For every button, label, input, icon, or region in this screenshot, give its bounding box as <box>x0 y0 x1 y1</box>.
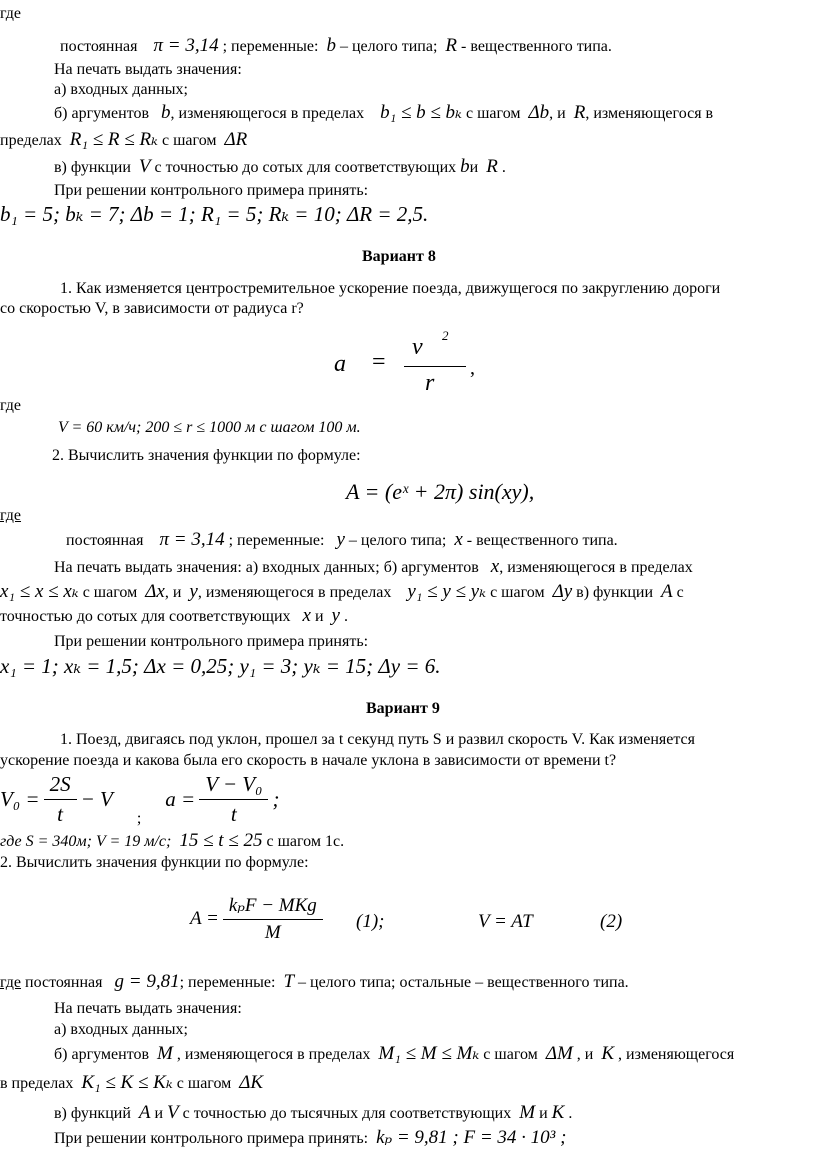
v8-constants-line <box>66 530 618 551</box>
v8-formula-bar <box>404 366 466 367</box>
item-b2-step: с шагом <box>162 132 217 149</box>
v9-item-b-dstep: ΔM <box>545 1043 573 1064</box>
control-values-text: b₁ = 5; bₖ = 7; Δb = 1; R₁ = 5; Rₖ = 10; ΔR = 2,5. <box>0 202 429 226</box>
item-b2-dstep: ΔR <box>224 129 248 150</box>
v9-control-values: kₚ = 9,81 ; F = 34 · 10³ ; <box>376 1127 567 1148</box>
v9-item-v-end: . <box>568 1105 573 1122</box>
v9-formula3 <box>190 894 323 954</box>
item-v-label: в) функции <box>54 159 131 176</box>
v9-where: где <box>0 974 22 991</box>
v9-item-b-range: M₁ ≤ M ≤ Mₖ <box>378 1043 480 1064</box>
v9-params-pre: где S = 340м; V = 19 м/с; <box>0 833 172 850</box>
constants-line <box>60 36 612 57</box>
const-expr: π = 3,14 <box>153 35 219 56</box>
v9-item-v-fn1: A <box>138 1102 151 1123</box>
item-b-and: , и <box>549 105 566 122</box>
v8-control-values-text: x₁ = 1; xₖ = 1,5; Δx = 0,25; y₁ = 3; yₖ = 15; Δy = 6. <box>0 654 441 678</box>
v8-const-expr: π = 3,14 <box>159 529 225 550</box>
v9-item-b2-line <box>0 1073 263 1094</box>
v8-print-line3 <box>0 606 348 627</box>
v9-item-b-mid: , изменяющегося в пределах <box>176 1046 371 1063</box>
v9-f1-semi: ; <box>136 810 142 828</box>
v9-f1-num: 2S <box>44 772 77 800</box>
v9-f3-frac <box>223 894 323 944</box>
v9-control-line <box>54 1128 566 1149</box>
v8-var1: y <box>336 529 345 550</box>
item-b-step: с шагом <box>466 105 521 122</box>
item-b-line <box>54 103 713 124</box>
v8-print-l3-end: . <box>343 608 348 625</box>
v9-f4-text: V = AT <box>478 911 533 932</box>
control-title: При решении контрольного примера принять: <box>54 182 369 199</box>
v8-control-title: При решении контрольного примера принять: <box>54 633 369 650</box>
v9-f2-den: t <box>230 802 237 826</box>
v8-task1-line2: со скоростью V, в зависимости от радиуса r? <box>0 300 304 317</box>
v8-print-tail: , изменяющегося в пределах <box>499 559 693 576</box>
v8-print-line2 <box>0 582 684 603</box>
v8-const-label: постоянная <box>66 532 144 549</box>
where-label: где <box>0 5 22 22</box>
v8-print-fn-tail: с <box>676 584 684 601</box>
v9-const-expr: g = 9,81 <box>114 971 180 992</box>
v8-where: где <box>0 397 22 414</box>
v8-print-fn: A <box>661 581 673 602</box>
v8-formula-num <box>412 334 423 360</box>
item-v-a: b <box>460 156 470 177</box>
v8-var2: x <box>454 529 463 550</box>
v9-const-label: постоянная <box>25 974 103 991</box>
v9-f2-lhs: a = <box>165 787 196 811</box>
v8-formula-v: v <box>412 334 423 360</box>
v8-print-l3-and: и <box>314 608 324 625</box>
v9-item-v-line <box>54 1103 572 1124</box>
item-v-b: R <box>486 156 498 177</box>
item-v-text: с точностью до сотых для соответствующих <box>154 159 457 176</box>
v8-formula-comma: , <box>470 357 475 379</box>
v8-formula-lhs <box>334 351 346 377</box>
v8-print-text: На печать выдать значения: а) входных данных; б) аргументов <box>54 559 479 576</box>
v9-f4 <box>478 912 533 933</box>
item-b2-range: R₁ ≤ R ≤ Rₖ <box>69 129 158 150</box>
control-values <box>0 204 428 227</box>
v8-params: V = 60 км/ч; 200 ≤ r ≤ 1000 м с шагом 100 м. <box>58 419 361 436</box>
item-v-line <box>54 157 506 178</box>
v9-f3-num: kₚF − MKg <box>223 894 323 920</box>
v9-item-v-and: и <box>539 1105 548 1122</box>
item-b-mid: , изменяющегося в пределах <box>170 105 365 122</box>
v9-item-a: а) входных данных; <box>54 1021 188 1038</box>
v8-print-step1: с шагом <box>82 584 138 601</box>
v9-item-v-fn2: V <box>167 1102 179 1123</box>
variant9-title: Вариант 9 <box>366 700 440 717</box>
print-title: На печать выдать значения: <box>54 61 242 78</box>
v9-f2-frac <box>199 772 268 827</box>
v8-print-line3-text: точностью до сотых для соответствующих <box>0 608 291 625</box>
v8-formula-sup: 2 <box>442 328 449 343</box>
v9-params-range: 15 ≤ t ≤ 25 <box>179 830 263 851</box>
v9-item-b2-label: в пределах <box>0 1075 74 1092</box>
item-b-tail: , изменяющегося в <box>585 105 714 122</box>
v9-f3-lhs: A = <box>190 908 219 929</box>
v9-f4-tag: (2) <box>600 911 623 932</box>
v9-constants-line <box>0 972 629 993</box>
v8-print-and: , и <box>164 584 182 601</box>
item-b-label: б) аргументов <box>54 105 150 122</box>
v8-print-fn-label: в) функции <box>576 584 654 601</box>
v9-item-v-a: M <box>519 1102 536 1123</box>
v8-print-l3-a: x <box>302 605 311 626</box>
item-b-arg2: R <box>573 102 586 123</box>
item-b-arg: b <box>161 102 171 123</box>
v9-item-b-arg: M <box>157 1043 173 1064</box>
var1: b <box>326 35 336 56</box>
v9-var1-desc: – целого типа; остальные – вещественного типа. <box>298 974 629 991</box>
v8-formula-eq: = <box>372 349 386 375</box>
item-b2-line <box>0 130 247 151</box>
v8-var2-desc: - вещественного типа. <box>466 532 618 549</box>
var1-desc: – целого типа; <box>339 38 438 55</box>
v9-item-b-label: б) аргументов <box>54 1046 150 1063</box>
item-b-dstep: Δb <box>528 102 550 123</box>
v9-item-b-line <box>54 1044 734 1065</box>
v9-f3-den: M <box>264 922 281 943</box>
v9-item-b2-step: с шагом <box>176 1075 232 1092</box>
item-v-end: . <box>501 159 506 176</box>
var2-desc: - вещественного типа. <box>461 38 612 55</box>
v9-item-b-step: с шагом <box>483 1046 538 1063</box>
v8-formula-a: a <box>334 351 346 377</box>
v8-vars-label: ; переменные: <box>228 532 325 549</box>
v9-control-title: При решении контрольного примера принять: <box>54 1130 369 1147</box>
v9-item-v-label: в) функций <box>54 1105 131 1122</box>
v8-print-mid: , изменяющегося в пределах <box>197 584 392 601</box>
v8-print-l3-b: y <box>331 605 340 626</box>
v9-f3-tag: (1); <box>356 911 385 932</box>
item-b-range: b₁ ≤ b ≤ bₖ <box>380 102 462 123</box>
v9-task1-line1: 1. Поезд, двигаясь под уклон, прошел за t секунд путь S и развил скорость V. Как изменяется <box>60 731 696 748</box>
v8-task2: 2. Вычислить значения функции по формуле: <box>52 447 361 464</box>
v9-item-v-text: с точностью до тысячных для соответствующих <box>182 1105 512 1122</box>
v9-item-b2-dstep: ΔK <box>239 1072 264 1093</box>
const-label: постоянная <box>60 38 138 55</box>
v8-formula2 <box>346 479 535 505</box>
item-a: а) входных данных; <box>54 81 188 98</box>
v9-item-b2-range: K₁ ≤ K ≤ Kₖ <box>81 1072 173 1093</box>
v8-print-line1 <box>54 557 693 578</box>
v9-f2-num: V − V₀ <box>199 772 268 800</box>
v9-formulas-row1 <box>0 772 279 832</box>
v9-print-title: На печать выдать значения: <box>54 1000 242 1017</box>
v9-f1-lhs: V₀ = <box>0 787 40 811</box>
v8-print-arg2: y <box>189 581 198 602</box>
v8-print-range2: y₁ ≤ y ≤ yₖ <box>407 581 487 602</box>
variant8-title: Вариант 8 <box>362 248 436 265</box>
v8-print-dstep2: Δy <box>552 581 573 602</box>
v9-item-v-and1: и <box>154 1105 164 1122</box>
v9-item-b-tail: , изменяющегося <box>618 1046 735 1063</box>
v9-f1-tail: − V <box>80 787 113 811</box>
v9-params <box>0 831 344 852</box>
v8-formula2-text: A = (eˣ + 2π) sin(xy), <box>346 479 535 504</box>
item-v-fn: V <box>138 156 151 177</box>
v8-where2: где <box>0 507 22 524</box>
v8-print-range1: x₁ ≤ x ≤ xₖ <box>0 581 79 602</box>
v8-print-step2: с шагом <box>490 584 545 601</box>
v9-params-post: с шагом 1с. <box>266 833 345 850</box>
v9-f1-den: t <box>57 802 63 826</box>
item-v-and: и <box>469 159 479 176</box>
v8-print-arg1: x <box>490 556 500 577</box>
v8-formula-den <box>425 370 435 396</box>
v9-f1-frac <box>44 772 77 827</box>
v8-formula-r: r <box>425 370 435 396</box>
item-b2-label: пределах <box>0 132 62 149</box>
v9-task1-line2: ускорение поезда и какова была его скорость в начале уклона в зависимости от времени t? <box>0 752 617 769</box>
var2: R <box>445 35 458 56</box>
v9-f2-semi: ; <box>272 787 280 811</box>
v9-item-b-and: , и <box>576 1046 594 1063</box>
vars-label: ; переменные: <box>222 38 319 55</box>
v8-print-dstep1: Δx <box>145 581 165 602</box>
v9-item-v-b: K <box>551 1102 565 1123</box>
v8-control-values <box>0 656 441 679</box>
v9-var1: T <box>283 971 295 992</box>
v9-task2: 2. Вычислить значения функции по формуле: <box>0 854 309 871</box>
v9-item-b-arg2: K <box>601 1043 615 1064</box>
v8-task1-line1: 1. Как изменяется центростремительное ускорение поезда, движущегося по закруглению дороги <box>60 280 721 297</box>
v8-var1-desc: – целого типа; <box>348 532 447 549</box>
v9-vars-label: ; переменные: <box>179 974 276 991</box>
